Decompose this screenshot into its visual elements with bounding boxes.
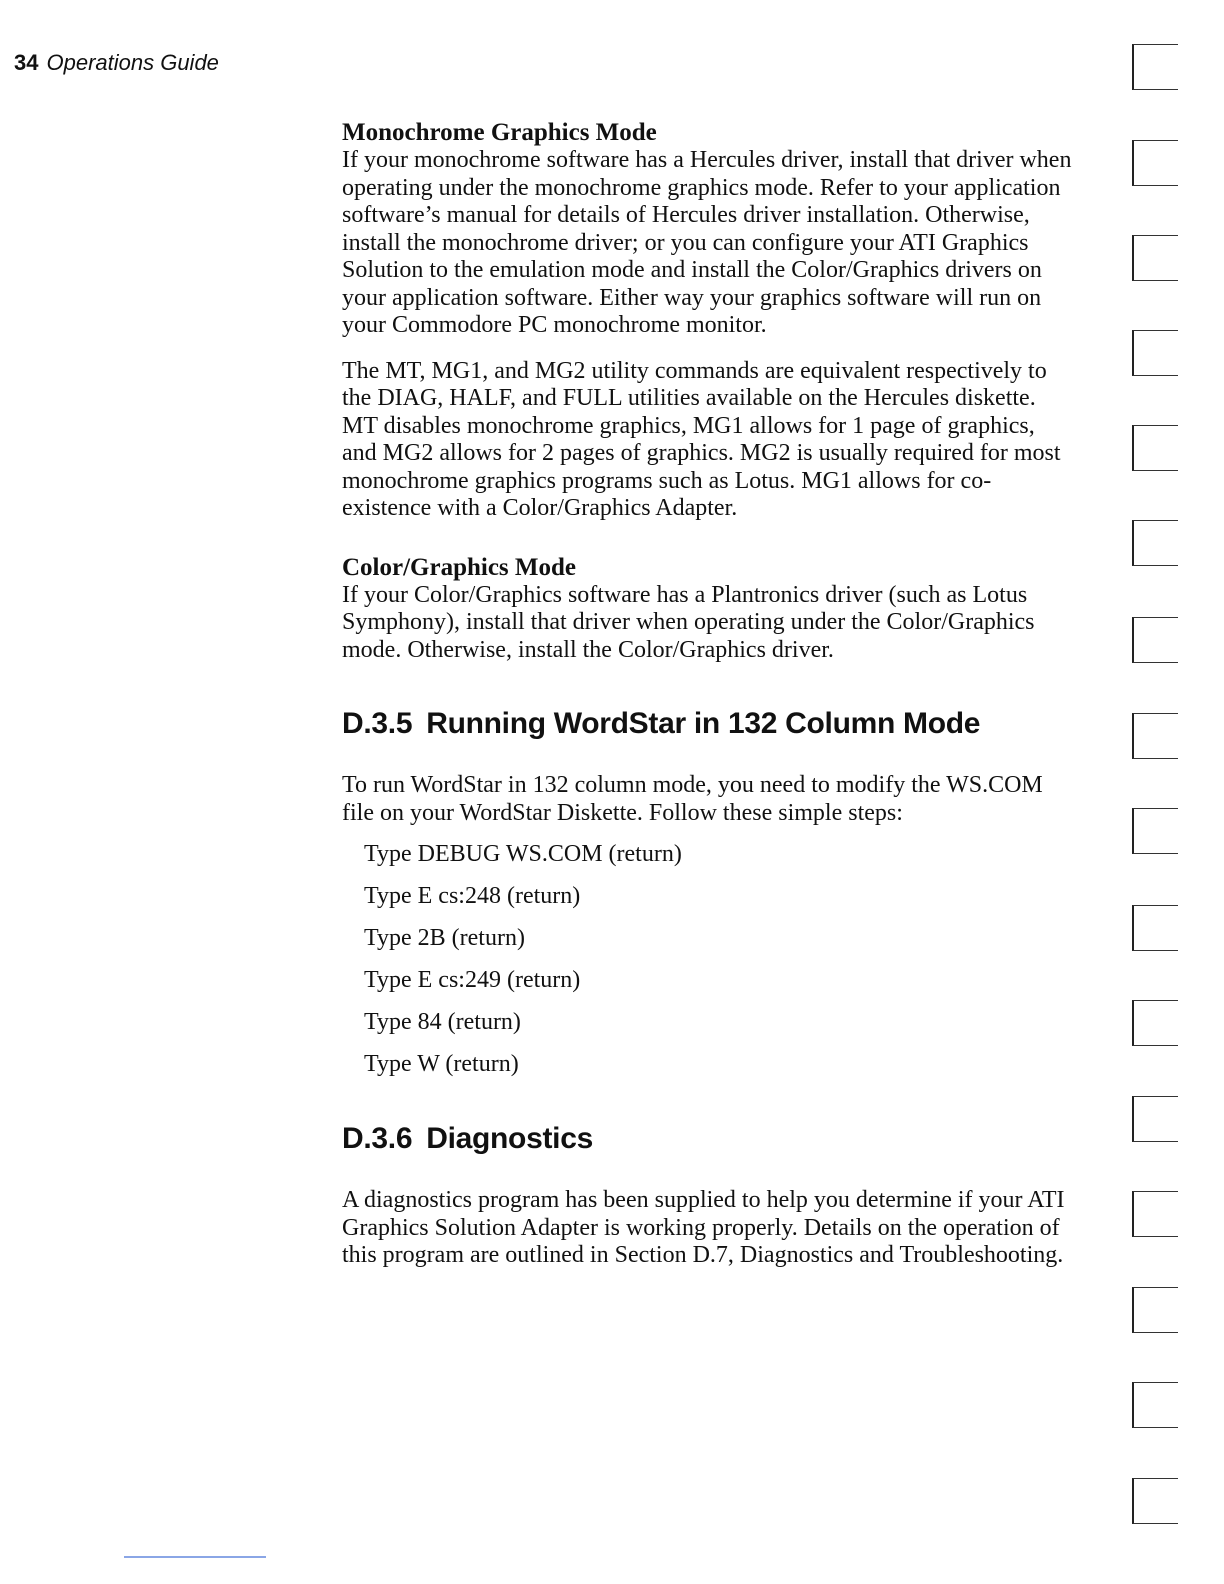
monochrome-paragraph-1: If your monochrome software has a Hercules driver, install that driver when operating under the monochrome graphics mode. Refer to your application software’s manual for details of Hercules driver installation. Otherwise, install the monochrome driver; or you can configure your ATI Graphics Solution to the emulation mode and install the Color/Graphics drivers on your application software. Either way your graphics software will run on your Commodore PC monochrome monitor. <box>342 147 1072 338</box>
color-graphics-heading: Color/Graphics Mode <box>342 553 577 581</box>
step-item: Type E cs:248 (return) <box>364 883 581 909</box>
step-item: Type E cs:249 (return) <box>364 967 581 993</box>
section-heading-wordstar <box>342 706 1072 742</box>
footer-rule <box>124 1556 266 1558</box>
page-body <box>342 118 1072 1288</box>
step-item: Type 84 (return) <box>364 1009 521 1035</box>
index-tab <box>1132 235 1178 281</box>
page-number: 34 <box>14 50 39 75</box>
section-heading-diagnostics <box>342 1121 1072 1157</box>
section-number: D.3.6 <box>342 1122 413 1155</box>
index-tab <box>1132 1478 1178 1524</box>
index-tab <box>1132 1287 1178 1333</box>
section-title: Running WordStar in 132 Column Mode <box>426 707 981 740</box>
index-tab <box>1132 425 1178 471</box>
index-tab <box>1132 330 1178 376</box>
index-tab <box>1132 520 1178 566</box>
wordstar-steps <box>342 833 1072 1085</box>
step-item: Type W (return) <box>364 1051 519 1077</box>
index-tab <box>1132 44 1178 90</box>
step-item: Type 2B (return) <box>364 925 525 951</box>
diagnostics-paragraph: A diagnostics program has been supplied to help you determine if your ATI Graphics Solution Adapter is working properly. Details on the operation of this program are outlined in Section D.7, Diagnostics and Troubleshooting. <box>342 1187 1065 1268</box>
running-title: Operations Guide <box>46 50 219 75</box>
index-tab <box>1132 140 1178 186</box>
index-tab <box>1132 1000 1178 1046</box>
index-tab <box>1132 617 1178 663</box>
wordstar-intro: To run WordStar in 132 column mode, you need to modify the WS.COM file on your WordStar Diskette. Follow these simple steps: <box>342 772 1043 826</box>
color-graphics-paragraph: If your Color/Graphics software has a Plantronics driver (such as Lotus Symphony), install that driver when operating under the Color/Graphics mode. Otherwise, install the Color/Graphics driver. <box>342 581 1035 663</box>
index-tab-strip <box>1132 0 1192 1584</box>
index-tab <box>1132 1096 1178 1142</box>
index-tab <box>1132 713 1178 759</box>
section-title: Diagnostics <box>426 1122 593 1155</box>
index-tab <box>1132 808 1178 854</box>
running-header <box>14 50 219 76</box>
step-item: Type DEBUG WS.COM (return) <box>364 841 682 867</box>
monochrome-paragraph-2: The MT, MG1, and MG2 utility commands are equivalent respectively to the DIAG, HALF, and FULL utilities available on the Hercules diskette. MT disables monochrome graphics, MG1 allows for 1 page of graphics, and MG2 allows for 2 pages of graphics. MG2 is usually required for most monochrome graphics programs such as Lotus. MG1 allows for co-existence with a Color/Graphics Adapter. <box>342 357 1061 521</box>
index-tab <box>1132 1191 1178 1237</box>
index-tab <box>1132 1382 1178 1428</box>
monochrome-heading: Monochrome Graphics Mode <box>342 119 657 146</box>
index-tab <box>1132 905 1178 951</box>
section-number: D.3.5 <box>342 707 413 740</box>
